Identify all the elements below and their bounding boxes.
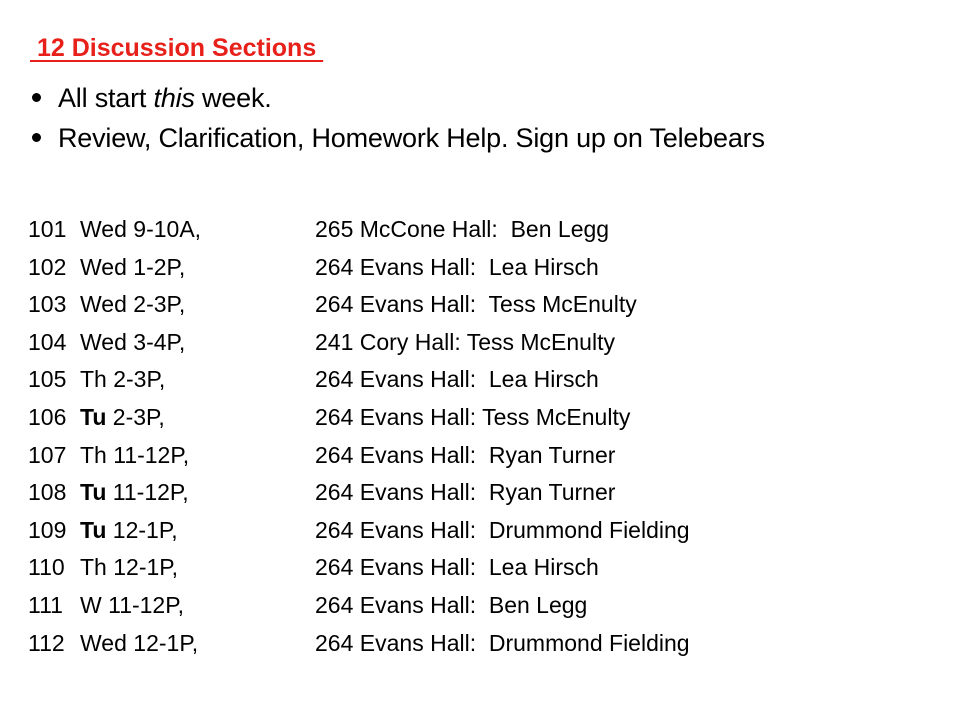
section-location: 264 Evans Hall: Ben Legg bbox=[315, 591, 588, 618]
section-day: Tu bbox=[80, 516, 107, 543]
section-day: Tu bbox=[80, 403, 107, 430]
section-day: Wed bbox=[80, 216, 127, 242]
section-row bbox=[28, 474, 616, 512]
section-code: 110 bbox=[28, 554, 65, 581]
section-row bbox=[28, 249, 599, 287]
section-row bbox=[28, 437, 616, 475]
section-time: 2-3P, bbox=[106, 366, 166, 393]
section-code: 112 bbox=[28, 629, 65, 656]
bullet-dot-icon bbox=[32, 133, 41, 142]
bullet-dot-icon bbox=[32, 93, 41, 102]
section-row bbox=[28, 361, 599, 399]
section-day: Tu bbox=[80, 479, 107, 506]
section-location: 264 Evans Hall: Ryan Turner bbox=[315, 441, 616, 468]
bullet-text: All start bbox=[58, 83, 154, 113]
section-code: 101 bbox=[28, 216, 67, 242]
section-row bbox=[28, 625, 690, 663]
section-time: 3-4P, bbox=[126, 328, 186, 355]
section-time: 12-1P, bbox=[126, 629, 199, 656]
section-location: 264 Evans Hall: Ryan Turner bbox=[315, 479, 616, 506]
section-day: Th bbox=[80, 554, 107, 581]
section-day: Wed bbox=[80, 291, 127, 318]
section-code: 105 bbox=[28, 366, 67, 393]
section-time: 12-1P, bbox=[106, 554, 179, 581]
section-schedule-list bbox=[28, 211, 690, 662]
section-time: 2-3P, bbox=[106, 403, 165, 430]
section-location: 264 Evans Hall: Tess McEnulty bbox=[315, 403, 631, 430]
slide-heading: 12 Discussion Sections bbox=[30, 34, 324, 62]
bullet-emphasis: this bbox=[153, 83, 195, 113]
section-row bbox=[28, 286, 637, 324]
section-time: 11-12P, bbox=[101, 591, 184, 618]
section-time: 12-1P, bbox=[106, 516, 178, 543]
section-row bbox=[28, 399, 631, 437]
section-location: 264 Evans Hall: Tess McEnulty bbox=[315, 291, 637, 318]
section-code: 111 bbox=[28, 591, 63, 618]
section-time: 9-10A, bbox=[126, 216, 202, 242]
section-row bbox=[28, 324, 615, 362]
section-day: Th bbox=[80, 366, 107, 393]
section-time: 1-2P, bbox=[126, 253, 186, 280]
section-row bbox=[28, 211, 610, 249]
section-code: 103 bbox=[28, 291, 67, 318]
section-row bbox=[28, 512, 690, 550]
section-code: 109 bbox=[28, 516, 67, 543]
section-time: 11-12P, bbox=[106, 479, 189, 506]
bullet-item bbox=[30, 118, 765, 158]
section-row bbox=[28, 587, 588, 625]
section-code: 107 bbox=[28, 441, 67, 468]
section-code: 104 bbox=[28, 328, 67, 355]
bullet-list bbox=[30, 78, 765, 158]
section-location: 241 Cory Hall: Tess McEnulty bbox=[315, 328, 615, 355]
section-code: 102 bbox=[28, 253, 67, 280]
section-location: 264 Evans Hall: Lea Hirsch bbox=[315, 253, 599, 280]
section-row bbox=[28, 549, 599, 587]
section-time: 2-3P, bbox=[126, 291, 186, 318]
bullet-text-suffix: week. bbox=[194, 83, 272, 113]
section-day: Wed bbox=[80, 629, 127, 656]
section-location: 264 Evans Hall: Drummond Fielding bbox=[315, 516, 690, 543]
section-time: 11-12P, bbox=[106, 441, 190, 468]
section-day: Th bbox=[80, 441, 107, 468]
bullet-text: Review, Clarification, Homework Help. Sign up on Telebears bbox=[58, 123, 765, 153]
section-day: Wed bbox=[80, 328, 127, 355]
section-day: Wed bbox=[80, 253, 127, 280]
section-code: 108 bbox=[28, 479, 67, 506]
section-location: 264 Evans Hall: Lea Hirsch bbox=[315, 366, 599, 393]
section-location: 265 McCone Hall: Ben Legg bbox=[315, 216, 610, 242]
section-day: W bbox=[80, 591, 102, 618]
section-code: 106 bbox=[28, 403, 67, 430]
section-location: 264 Evans Hall: Drummond Fielding bbox=[315, 629, 690, 656]
bullet-item bbox=[30, 78, 765, 118]
section-location: 264 Evans Hall: Lea Hirsch bbox=[315, 554, 599, 581]
